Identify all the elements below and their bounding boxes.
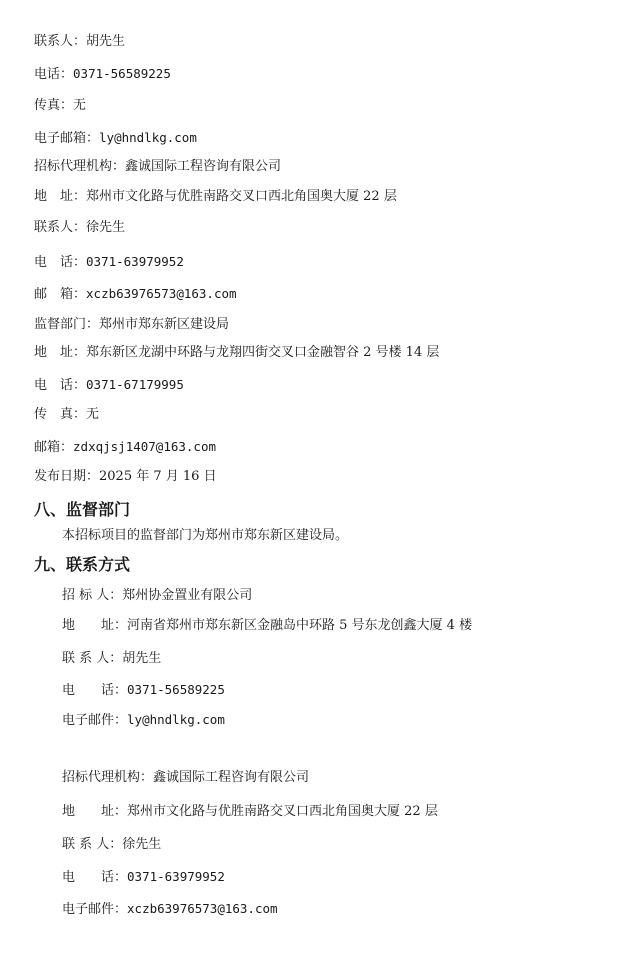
agency-contact-value: 徐先生 — [86, 220, 126, 235]
tenderer-phone-line — [62, 681, 225, 700]
section-8-body: 本招标项目的监督部门为郑州市郑东新区建设局。 — [62, 528, 349, 543]
email-line — [34, 129, 197, 148]
agency9-phone-label: 电 话： — [62, 870, 128, 885]
agency9-contact-label: 联 系 人： — [62, 837, 123, 852]
agency9-label: 招标代理机构： — [62, 770, 154, 785]
agency-contact-label: 联系人： — [34, 220, 87, 235]
publish-date-line — [34, 468, 217, 486]
supervisor-line — [34, 316, 229, 334]
supervisor-email-label: 邮箱： — [34, 440, 74, 455]
contact-label: 联系人： — [34, 34, 87, 49]
supervisor-label: 监督部门： — [34, 317, 100, 332]
agency9-value: 鑫诚国际工程咨询有限公司 — [153, 770, 310, 785]
agency9-address-line — [62, 803, 438, 821]
agency9-contact-value: 徐先生 — [122, 837, 162, 852]
tenderer-email-value: ly@hndlkg.com — [127, 712, 225, 727]
agency-value: 鑫诚国际工程咨询有限公司 — [125, 159, 282, 174]
agency9-address-value: 郑州市文化路与优胜南路交叉口西北角国奥大厦 22 层 — [127, 804, 438, 819]
phone-value: 0371-56589225 — [73, 66, 171, 81]
supervisor-fax-label: 传 真： — [34, 407, 87, 422]
agency-email-line — [34, 285, 237, 304]
contact-line — [34, 33, 125, 51]
agency-label: 招标代理机构： — [34, 159, 126, 174]
agency-address-value: 郑州市文化路与优胜南路交叉口西北角国奥大厦 22 层 — [86, 189, 397, 204]
tenderer-contact-value: 胡先生 — [122, 651, 162, 666]
agency-phone-line — [34, 253, 184, 272]
fax-label: 传真： — [34, 98, 74, 113]
supervisor-phone-line — [34, 376, 184, 395]
tenderer-line — [62, 587, 252, 605]
agency-phone-label: 电 话： — [34, 255, 87, 270]
publish-date-label: 发布日期： — [34, 469, 100, 484]
agency-email-value: xczb63976573@163.com — [86, 286, 237, 301]
agency-phone-value: 0371-63979952 — [86, 254, 184, 269]
supervisor-fax-value: 无 — [86, 407, 100, 422]
phone-line — [34, 65, 171, 84]
supervisor-value: 郑州市郑东新区建设局 — [99, 317, 230, 332]
agency9-phone-value: 0371-63979952 — [127, 869, 225, 884]
tenderer-email-line — [62, 711, 225, 730]
supervisor-phone-label: 电 话： — [34, 378, 87, 393]
tenderer-contact-label: 联 系 人： — [62, 651, 123, 666]
email-value: ly@hndlkg.com — [99, 130, 197, 145]
agency-email-label: 邮 箱： — [34, 287, 87, 302]
agency-address-line — [34, 188, 397, 206]
agency9-email-label: 电子邮件： — [62, 902, 128, 917]
fax-value: 无 — [73, 98, 87, 113]
agency9-email-value: xczb63976573@163.com — [127, 901, 278, 916]
agency9-phone-line — [62, 868, 225, 887]
tenderer-address-line — [62, 617, 472, 635]
agency-line — [34, 158, 281, 176]
tenderer-value: 郑州协金置业有限公司 — [122, 588, 253, 603]
section-9-heading: 九、联系方式 — [34, 555, 131, 574]
supervisor-fax-line — [34, 406, 99, 424]
supervisor-address-line — [34, 344, 439, 362]
supervisor-email-line — [34, 438, 216, 457]
tenderer-address-value: 河南省郑州市郑东新区金融岛中环路 5 号东龙创鑫大厦 4 楼 — [127, 618, 473, 633]
agency9-email-line — [62, 900, 278, 919]
supervisor-email-value: zdxqjsj1407@163.com — [73, 439, 217, 454]
agency9-address-label: 地 址： — [62, 804, 128, 819]
agency9-line — [62, 769, 309, 787]
supervisor-phone-value: 0371-67179995 — [86, 377, 184, 392]
supervisor-address-value: 郑东新区龙湖中环路与龙翔四街交叉口金融智谷 2 号楼 14 层 — [86, 345, 440, 360]
agency-address-label: 地 址： — [34, 189, 87, 204]
tenderer-address-label: 地 址： — [62, 618, 128, 633]
tenderer-phone-label: 电 话： — [62, 683, 128, 698]
phone-label: 电话： — [34, 67, 74, 82]
fax-line — [34, 97, 86, 115]
agency9-contact-line — [62, 836, 161, 854]
tenderer-email-label: 电子邮件： — [62, 713, 128, 728]
contact-value: 胡先生 — [86, 34, 126, 49]
supervisor-address-label: 地 址： — [34, 345, 87, 360]
tenderer-label: 招 标 人： — [62, 588, 123, 603]
email-label: 电子邮箱： — [34, 131, 100, 146]
publish-date-value: 2025 年 7 月 16 日 — [99, 469, 217, 484]
section-8-heading: 八、监督部门 — [34, 500, 131, 519]
tenderer-contact-line — [62, 650, 161, 668]
agency-contact-line — [34, 219, 125, 237]
tenderer-phone-value: 0371-56589225 — [127, 682, 225, 697]
